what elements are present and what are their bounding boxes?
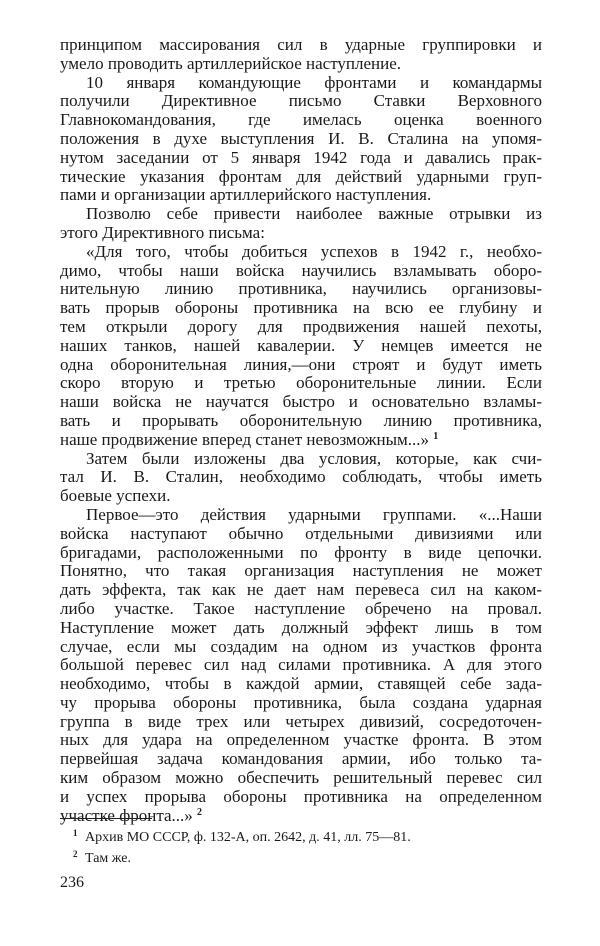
line-text: случае, если мы создадим на одном из участков фронта <box>60 636 542 656</box>
line-text: Наступление может дать должный эффект лишь в том <box>60 617 542 637</box>
line-text: наши войска не научатся быстро и основательно взламы- <box>60 392 542 412</box>
text-line <box>60 224 542 243</box>
text-line <box>60 262 542 281</box>
line-text: Главнокомандования, где имелась оценка военного <box>60 110 542 130</box>
text-line <box>60 431 542 450</box>
text-line <box>60 656 542 675</box>
text-line <box>60 525 542 544</box>
text-line <box>60 130 542 149</box>
line-text: этого Директивного письма: <box>60 222 265 242</box>
text-line <box>60 280 542 299</box>
line-text: принципом массирования сил в ударные группировки и <box>60 35 542 54</box>
line-text: войска наступают обычно отдельными дивизиями или <box>60 523 542 543</box>
line-text: боевые успехи. <box>60 486 171 506</box>
footnote-ref: 1 <box>433 430 439 442</box>
line-text: димо, чтобы наши войска научились взламывать оборо- <box>60 260 542 280</box>
text-line <box>60 393 542 412</box>
text-line <box>60 675 542 694</box>
line-text: тические указания фронтам для действий ударными груп- <box>60 166 542 186</box>
text-line <box>60 450 542 469</box>
line-text: дать эффекта, так как не дает нам перевеса сил на каком- <box>60 580 542 600</box>
line-text: ных для удара на определенном участке фронта. В этом <box>60 730 542 750</box>
body-text <box>60 36 542 825</box>
line-text: наше продвижение вперед станет невозможным...» <box>60 429 430 449</box>
text-line <box>60 337 542 356</box>
text-line <box>60 638 542 657</box>
line-text: первейшая задача командования армии, ибо только та- <box>60 749 542 769</box>
footnote-text: Там же. <box>85 851 131 866</box>
line-text: необходимо, чтобы в каждой армии, ставящей себе зада- <box>60 674 542 694</box>
footnote-text: Архив МО СССР, ф. 132-А, оп. 2642, д. 41, лл. 75—81. <box>85 830 411 845</box>
line-text: 10 января командующие фронтами и командармы <box>86 72 542 92</box>
text-line <box>60 468 542 487</box>
text-line <box>60 487 542 506</box>
line-text: одна оборонительная линия,—они строят и будут иметь <box>60 354 542 374</box>
text-line <box>60 750 542 769</box>
line-text: либо участке. Такое наступление обречено на провал. <box>60 598 542 618</box>
line-text: вать и прорывать оборонительную линию противника, <box>60 410 542 430</box>
footnote-mark: 2 <box>73 849 78 859</box>
line-text: ким образом можно обеспечить решительный перевес сил <box>60 768 542 788</box>
text-line <box>60 55 542 74</box>
footnote-mark: 1 <box>73 828 78 838</box>
text-line <box>60 544 542 563</box>
text-line <box>60 731 542 750</box>
line-text: участке фронта...» <box>60 805 193 825</box>
text-line <box>60 299 542 318</box>
line-text: большой перевес сил над силами противника. А для этого <box>60 655 542 675</box>
text-line <box>60 581 542 600</box>
line-text: Позволю себе привести наиболее важные отрывки из <box>86 204 542 224</box>
line-text: скоро вторую и третью оборонительные линии. Если <box>60 373 542 393</box>
line-text: положения в духе выступления И. В. Сталина на упомя- <box>60 128 542 148</box>
text-line <box>60 74 542 93</box>
text-line <box>60 356 542 375</box>
line-text: чу прорыва обороны противника, была создана ударная <box>60 692 542 712</box>
footnotes <box>60 825 411 867</box>
footnote <box>60 846 411 867</box>
line-text: вать прорыв обороны противника на всю ее глубину и <box>60 298 542 318</box>
text-line <box>60 769 542 788</box>
text-line <box>60 412 542 431</box>
line-text: нительную линию противника, научились организовы- <box>60 279 542 299</box>
text-line <box>60 562 542 581</box>
text-line <box>60 506 542 525</box>
text-line <box>60 807 542 826</box>
line-text: Первое—это действия ударными группами. «...Наши <box>86 504 542 524</box>
line-text: «Для того, чтобы добиться успехов в 1942 г., необхо- <box>86 241 542 261</box>
text-line <box>60 36 542 55</box>
text-line <box>60 713 542 732</box>
footnote-divider <box>60 818 152 819</box>
page-number: 236 <box>60 874 84 891</box>
footnote <box>60 825 411 846</box>
line-text: бригадами, расположенными по фронту в виде цепочки. <box>60 542 542 562</box>
text-line <box>60 243 542 262</box>
text-line <box>60 788 542 807</box>
text-line <box>60 374 542 393</box>
text-line <box>60 600 542 619</box>
line-text: нутом заседании от 5 января 1942 года и давались прак- <box>60 147 542 167</box>
text-line <box>60 92 542 111</box>
text-line <box>60 186 542 205</box>
line-text: Понятно, что такая организация наступления не может <box>60 561 542 581</box>
footnote-ref: 2 <box>197 806 202 818</box>
text-line <box>60 318 542 337</box>
line-text: тал И. В. Сталин, необходимо соблюдать, чтобы иметь <box>60 467 542 487</box>
line-text: умело проводить артиллерийское наступление. <box>60 53 402 73</box>
text-line <box>60 694 542 713</box>
text-line <box>60 168 542 187</box>
text-line <box>60 149 542 168</box>
line-text: тем открыли дорогу для продвижения нашей пехоты, <box>60 316 542 336</box>
text-line <box>60 619 542 638</box>
line-text: получили Директивное письмо Ставки Верховного <box>60 91 542 111</box>
text-line <box>60 205 542 224</box>
line-text: пами и организации артиллерийского наступления. <box>60 185 432 205</box>
line-text: наших танков, нашей кавалерии. У немцев имеется не <box>60 335 542 355</box>
line-text: группа в виде трех или четырех дивизий, сосредоточен- <box>60 711 542 731</box>
text-line <box>60 111 542 130</box>
line-text: Затем были изложены два условия, которые, как счи- <box>86 448 542 468</box>
line-text: и успех прорыва обороны противника на определенном <box>60 786 542 806</box>
